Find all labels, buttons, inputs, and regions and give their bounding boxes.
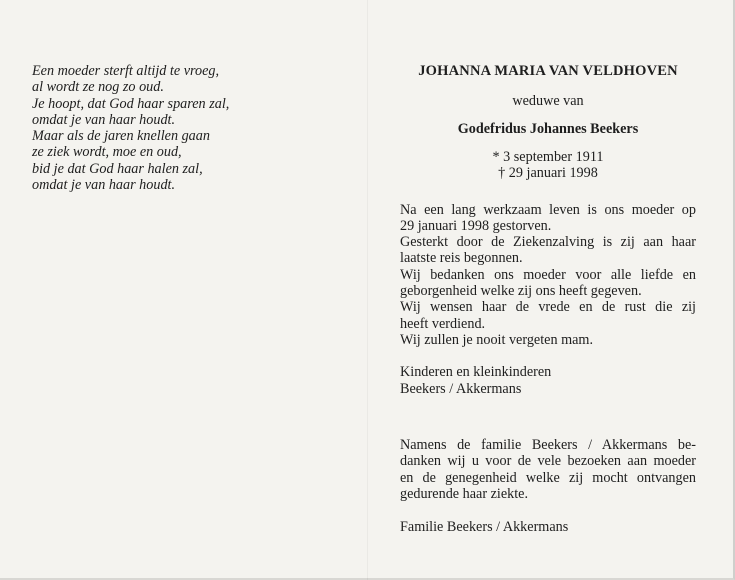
family-signature: Familie Beekers / Akkermans	[400, 519, 569, 536]
life-dates	[400, 149, 696, 182]
poem-line: Je hoopt, dat God haar sparen zal,	[32, 95, 230, 112]
notice	[400, 62, 696, 397]
poem-line: Een moeder sterft altijd te vroeg,	[32, 63, 220, 79]
message-line: Na een lang werkzaam leven is ons moeder op	[400, 201, 696, 218]
message	[400, 202, 696, 349]
message-line: laatste reis begonnen.	[400, 250, 523, 267]
birth-date: * 3 september 1911	[492, 149, 604, 165]
thanks-section	[400, 437, 696, 535]
deceased-name: JOHANNA MARIA VAN VELDHOVEN	[418, 63, 678, 79]
card-fold-line	[367, 0, 368, 580]
message-line: 29 januari 1998 gestorven.	[400, 217, 552, 234]
message-line: Wij zullen je nooit vergeten mam.	[400, 331, 594, 348]
poem-line: omdat je van haar houdt.	[32, 177, 176, 194]
thanks-line: en de genegenheid welke zij mocht ontvangen	[400, 469, 696, 486]
poem	[32, 63, 332, 193]
poem-line: al wordt ze nog zo oud.	[32, 79, 164, 96]
message-line: Wij wensen haar de vrede en de rust die zij	[400, 299, 696, 316]
poem-line: omdat je van haar houdt.	[32, 111, 176, 128]
message-line: heeft verdiend.	[400, 315, 486, 332]
thanks-line: Namens de familie Beekers / Akkermans be-	[400, 437, 696, 453]
message-line: Wij bedanken ons moeder voor alle liefde en	[400, 266, 696, 283]
poem-line: Maar als de jaren knellen gaan	[32, 128, 210, 145]
signoff-line: Kinderen en kleinkinderen	[400, 364, 552, 381]
widow-of-label: weduwe van	[512, 93, 584, 109]
message-line: geborgenheid welke zij ons heeft gegeven.	[400, 283, 642, 300]
husband-name: Godefridus Johannes Beekers	[457, 121, 639, 137]
thanks-line: danken wij u voor de vele bezoeken aan moeder	[400, 453, 696, 470]
signoff-line: Beekers / Akkermans	[400, 380, 522, 397]
poem-line: bid je dat God haar halen zal,	[32, 160, 203, 177]
thanks-text	[400, 437, 696, 502]
death-date: † 29 januari 1998	[498, 165, 598, 182]
thanks-line: gedurende haar ziekte.	[400, 485, 529, 502]
message-line: Gesterkt door de Ziekenzalving is zij aan haar	[400, 234, 696, 251]
signoff	[400, 364, 696, 397]
poem-line: ze ziek wordt, moe en oud,	[32, 144, 182, 161]
